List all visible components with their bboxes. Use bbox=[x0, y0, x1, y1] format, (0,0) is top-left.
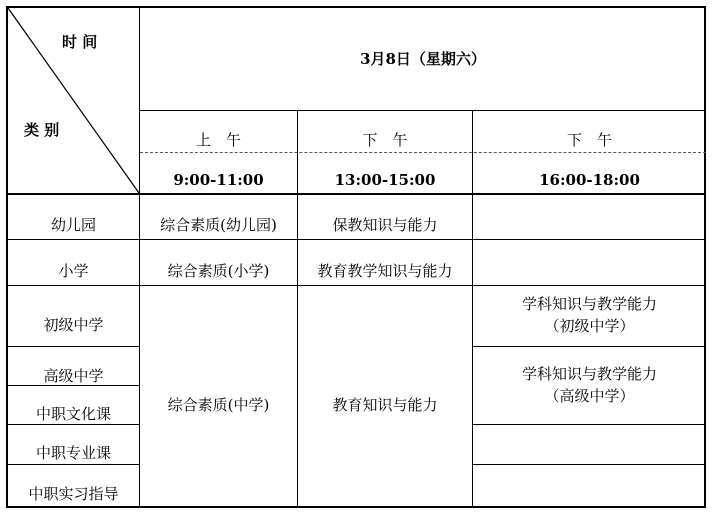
session-time-am: 9:00-11:00 bbox=[173, 171, 264, 189]
col-divider-category bbox=[139, 7, 140, 508]
session-period-pm2: 下 午 bbox=[566, 131, 612, 149]
cell-primary-pm1: 教育教学知识与能力 bbox=[317, 262, 453, 280]
row-divider-junior-cat bbox=[7, 346, 139, 347]
category-senior-middle: 高级中学 bbox=[43, 367, 104, 385]
header-category-label: 类 别 bbox=[24, 121, 60, 139]
col-divider-am bbox=[297, 110, 298, 508]
session-time-pm2: 16:00-18:00 bbox=[539, 171, 640, 189]
row-divider-professional-cat bbox=[7, 464, 139, 465]
row-divider-kindergarten bbox=[7, 239, 706, 240]
category-vocational-professional: 中职专业课 bbox=[35, 444, 111, 462]
header-time-label: 时 间 bbox=[62, 33, 98, 51]
cell-junior-middle-pm2-line2: （初级中学） bbox=[544, 317, 635, 335]
row-divider-junior-pm2 bbox=[472, 346, 706, 347]
row-divider-date bbox=[139, 110, 706, 111]
session-time-pm1: 13:00-15:00 bbox=[334, 171, 436, 189]
row-divider-culture-pm2 bbox=[472, 424, 706, 425]
cell-primary-am: 综合素质(小学) bbox=[167, 262, 270, 280]
row-divider-session-dashed bbox=[140, 152, 706, 153]
row-divider-culture-cat bbox=[7, 424, 139, 425]
session-period-pm1: 下 午 bbox=[362, 131, 408, 149]
row-divider-professional-pm2 bbox=[472, 464, 706, 465]
category-junior-middle: 初级中学 bbox=[43, 316, 104, 334]
cell-senior-middle-pm2-line1: 学科知识与教学能力 bbox=[521, 365, 657, 383]
session-period-am: 上 午 bbox=[195, 131, 241, 149]
category-primary: 小学 bbox=[58, 262, 89, 280]
row-divider-header bbox=[7, 193, 706, 195]
category-vocational-culture: 中职文化课 bbox=[35, 405, 111, 423]
cell-junior-middle-pm2 bbox=[473, 293, 706, 337]
category-vocational-practice: 中职实习指导 bbox=[28, 485, 119, 503]
cell-senior-middle-pm2-line2: （高级中学） bbox=[544, 387, 635, 405]
category-kindergarten: 幼儿园 bbox=[50, 216, 96, 234]
header-date: 3月8日（星期六） bbox=[360, 50, 486, 68]
row-divider-primary bbox=[7, 285, 706, 286]
cell-senior-middle-pm2 bbox=[473, 363, 706, 407]
cell-secondary-am: 综合素质(中学) bbox=[167, 396, 270, 414]
cell-kindergarten-pm1: 保教知识与能力 bbox=[332, 216, 438, 234]
cell-secondary-pm1: 教育知识与能力 bbox=[332, 396, 438, 414]
cell-junior-middle-pm2-line1: 学科知识与教学能力 bbox=[521, 295, 657, 313]
cell-kindergarten-am: 综合素质(幼儿园) bbox=[160, 216, 277, 234]
